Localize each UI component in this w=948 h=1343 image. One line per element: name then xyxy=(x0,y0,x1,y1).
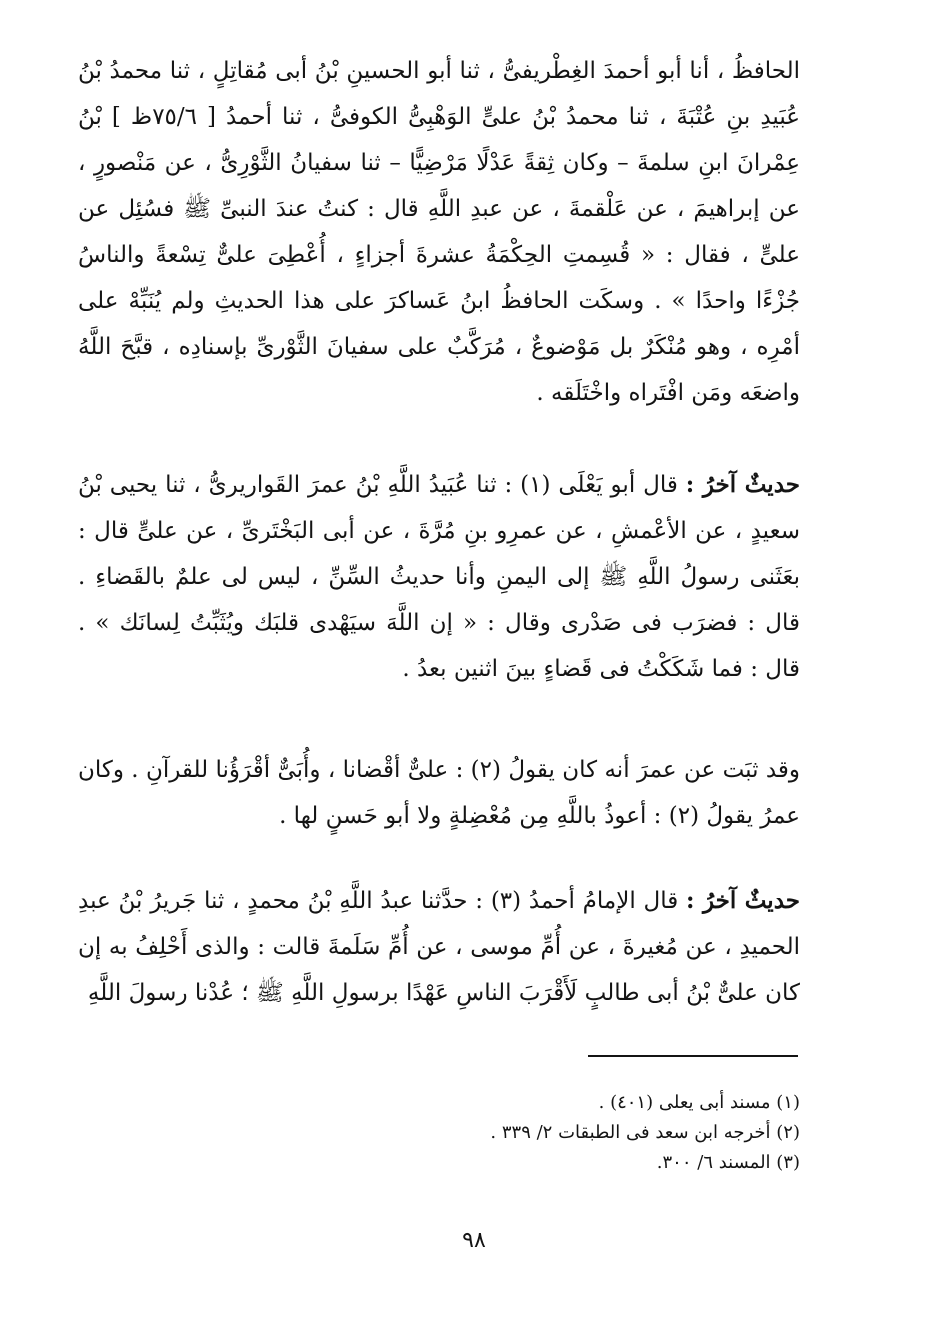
footnote-2: (٢) أخرجه ابن سعد فى الطبقات ٢/ ٣٣٩ . xyxy=(490,1122,800,1143)
paragraph-2-text: قال أبو يَعْلَى (١) : ثنا عُبَيدُ اللَّهِ بْنُ عمرَ القَواريرىُّ ، ثنا يحيى بْنُ سعيدٍ ، عن الأعْمشِ ، عن عمرِو بنِ مُرَّةَ ، عن أبى البَخْتَرىِّ ، عن علىٍّ قال : بعَثَنى رسولُ اللَّهِ ﷺ إلى اليمنِ وأنا حديثُ السِّنِّ ، ليس لى علمٌ بالقَضاءِ . قال : فضرَب فى صَدْرى وقال : « إن اللَّهَ سيَهْدى قلبَك ويُثَبِّتُ لِسانَك » . قال : فما شَكَكْتُ فى قَضاءٍ بينَ اثنين بعدُ . xyxy=(78,472,800,682)
page-number: ٩٨ xyxy=(462,1228,486,1253)
paragraph-4-text: قال الإمامُ أحمدُ (٣) : حدَّثنا عبدُ اللَّهِ بْنُ محمدٍ ، ثنا جَريرُ بْنُ عبدِ الحميدِ ، عن مُغيرةَ ، عن أُمِّ موسى ، عن أُمِّ سَلَمةَ قالت : والذى أَحْلِفُ به إن كان علىٌّ بْنُ أبى طالبٍ لَأَقْرَبَ الناسِ عَهْدًا برسولِ اللَّهِ ﷺ ؛ عُدْنا رسولَ اللَّهِ xyxy=(78,888,800,1006)
paragraph-4 xyxy=(78,878,800,1016)
paragraph-3 xyxy=(78,747,800,839)
paragraph-1 xyxy=(78,48,800,416)
paragraph-2 xyxy=(78,462,800,692)
footnote-3: (٣) المسند ٦/ ٣٠٠. xyxy=(656,1152,800,1173)
footnote-1: (١) مسند أبى يعلى (٤٠١) . xyxy=(598,1092,800,1113)
footnotes xyxy=(78,1088,800,1178)
paragraph-2-heading: حديثٌ آخرُ : xyxy=(685,471,800,498)
paragraph-4-heading: حديثٌ آخرُ : xyxy=(685,887,800,914)
footnote-divider xyxy=(588,1055,798,1057)
paragraph-1-text: الحافظُ ، أنا أبو أحمدَ الغِطْريفىُّ ، ثنا أبو الحسينِ بْنُ أبى مُقاتِلٍ ، ثنا محمدُ بْنُ عُبَيدِ بنِ عُتْبَةَ ، ثنا محمدُ بْنُ علىٍّ الوَهْبِىُّ الكوفىُّ ، ثنا أحمدُ [ ٧٥/٦ظ ] بْنُ عِمْرانَ ابنِ سلمةَ – وكان ثِقةً عَدْلًا مَرْضِيًّا – ثنا سفيانُ الثَّوْرِىُّ ، عن مَنْصورٍ ، عن إبراهيمَ ، عن عَلْقمةَ ، عن عبدِ اللَّهِ قال : كنتُ عندَ النبىِّ ﷺ فسُئِل عن علىٍّ ، فقال : « قُسِمتِ الحِكْمَةُ عشرةَ أجزاءٍ ، أُعْطِىَ علىٌّ تِسْعةً والناسُ جُزْءًا واحدًا » . وسكَت الحافظُ ابنُ عَساكرَ على هذا الحديثِ ولم يُنَبِّهْ على أمْرِه ، وهو مُنْكَرٌ بل مَوْضوعٌ ، مُرَكَّبٌ على سفيانَ الثَّوْرىِّ بإسنادِه ، قبَّحَ اللَّهُ واضعَه ومَن افْتَراه واخْتَلَقه . xyxy=(78,58,800,406)
paragraph-3-text: وقد ثبَت عن عمرَ أنه كان يقولُ (٢) : علىٌّ أقْضانا ، وأُبَىٌّ أقْرَؤُنا للقرآنِ . وكان عمرُ يقولُ (٢) : أعوذُ باللَّهِ مِن مُعْضِلةٍ ولا أبو حَسنٍ لها . xyxy=(78,757,801,829)
